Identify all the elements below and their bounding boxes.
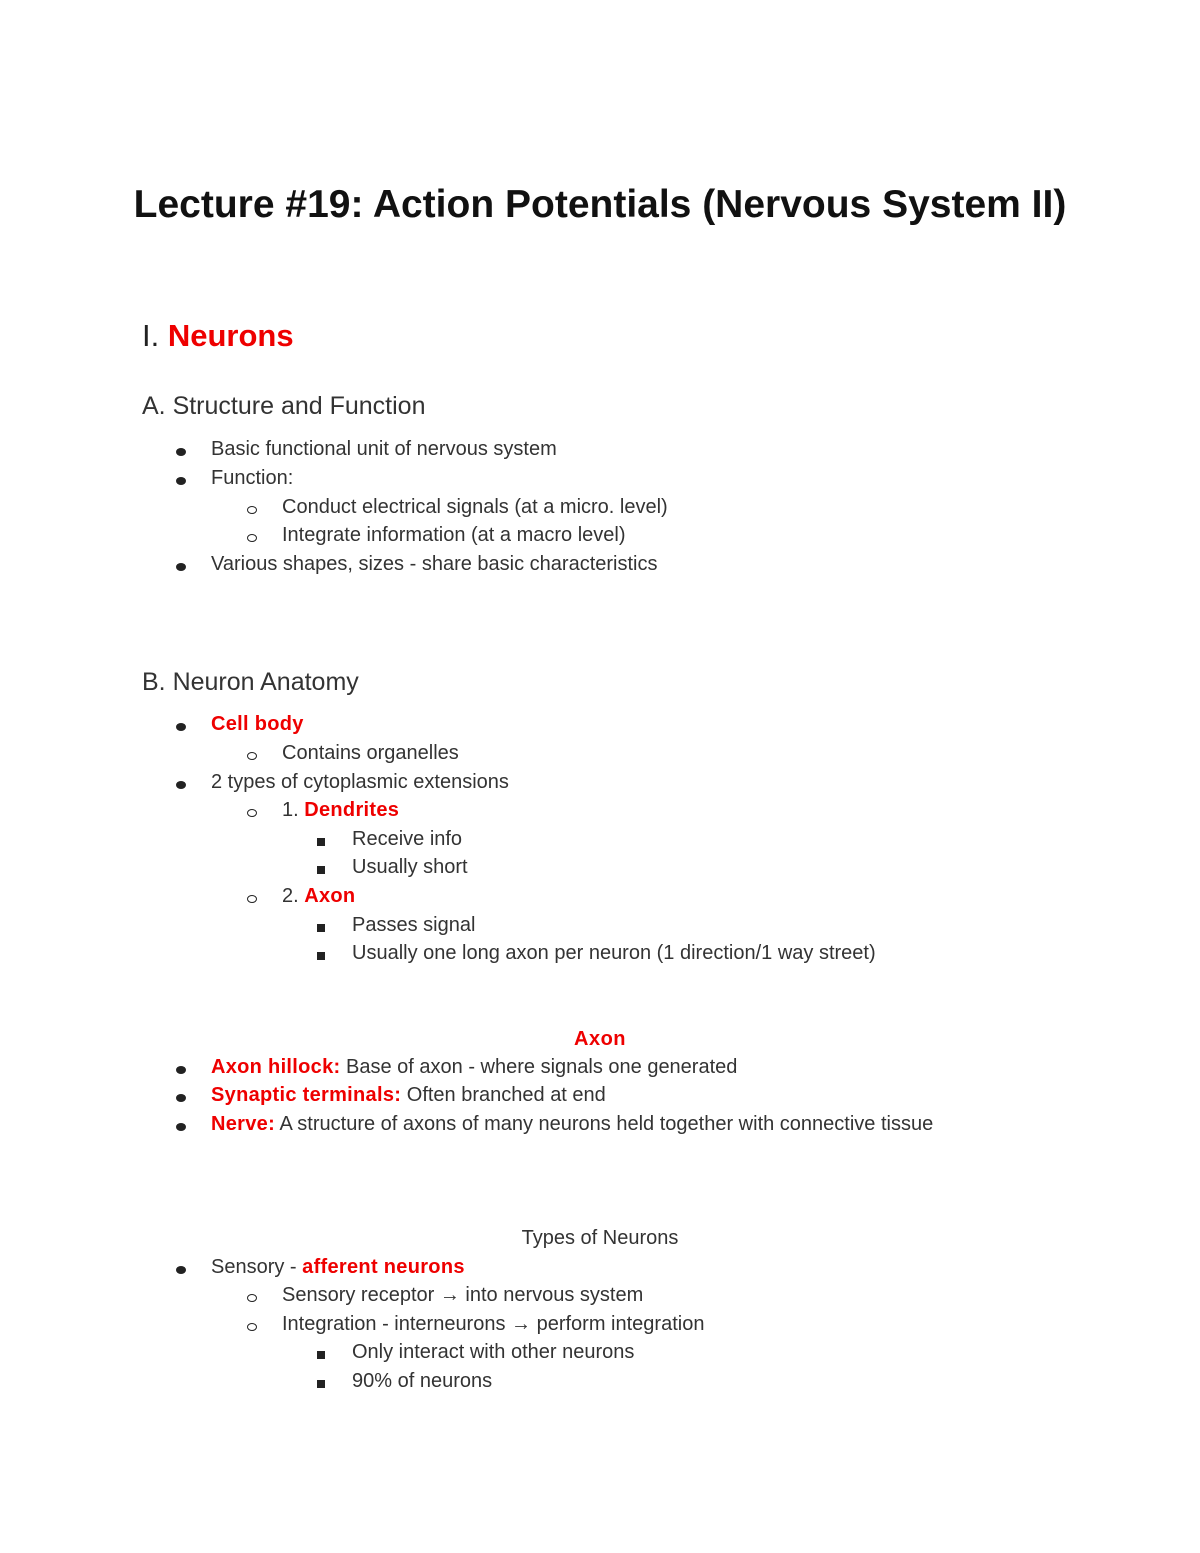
item-number: 2. [282,885,299,907]
term-synaptic-terminals: Synaptic terminals: [211,1084,402,1106]
list-item [211,1110,933,1138]
bullet-dot-icon [176,1082,186,1110]
list-item: Conduct electrical signals (at a micro. level) [282,496,668,518]
section-label: Neurons [167,318,294,353]
term-afferent-neurons: afferent neurons [302,1256,465,1278]
list-item: Usually short [352,856,468,878]
list-item [211,1253,465,1281]
list-item: Usually one long axon per neuron (1 direction/1 way street) [352,942,876,964]
list-item: Integration - interneurons → perform integration [282,1313,705,1335]
term-cell-body: Cell body [211,713,304,735]
bullet-circle-icon [247,522,257,550]
subheading-structure-function: A. Structure and Function [142,392,426,420]
list-item [211,1053,737,1081]
bullet-square-icon [317,1339,325,1367]
list-item [282,882,355,910]
item-number: 1. [282,799,299,821]
bullet-dot-icon [176,1254,186,1282]
definition-text: Often branched at end [401,1084,606,1106]
bullet-square-icon [317,854,325,882]
list-item: 90% of neurons [352,1370,493,1392]
list-item: Various shapes, sizes - share basic characteristics [211,553,658,575]
list-item: Sensory receptor → into nervous system [282,1284,644,1306]
subheading-neuron-anatomy: B. Neuron Anatomy [142,668,359,696]
list-item [211,710,304,738]
bullet-circle-icon [247,883,257,911]
bullet-circle-icon [247,797,257,825]
axon-heading: Axon [574,1028,626,1050]
list-item [282,796,399,824]
bullet-circle-icon [247,494,257,522]
term-axon: Axon [304,885,356,907]
bullet-dot-icon [176,1111,186,1139]
definition-text: A structure of axons of many neurons held together with connective tissue [275,1113,934,1135]
bullet-circle-icon [247,740,257,768]
list-item [211,1081,606,1109]
list-item: Basic functional unit of nervous system [211,438,557,460]
types-heading: Types of Neurons [521,1227,679,1249]
list-item: Only interact with other neurons [352,1341,635,1363]
term-nerve: Nerve: [211,1113,276,1135]
bullet-circle-icon [247,1282,257,1310]
list-item: Integrate information (at a macro level) [282,524,626,546]
list-item: Function: [211,467,294,489]
bullet-dot-icon [176,465,186,493]
list-item: Receive info [352,828,463,850]
bullet-dot-icon [176,1054,186,1082]
list-item: Contains organelles [282,742,459,764]
term-dendrites: Dendrites [304,799,400,821]
bullet-square-icon [317,912,325,940]
list-item: Passes signal [352,914,476,936]
section-heading-neurons [142,318,294,354]
page-title: Lecture #19: Action Potentials (Nervous System II) [133,183,1067,226]
definition-text: Base of axon - where signals one generated [340,1056,738,1078]
bullet-dot-icon [176,551,186,579]
bullet-circle-icon [247,1311,257,1339]
term-axon-hillock: Axon hillock: [211,1056,341,1078]
bullet-dot-icon [176,436,186,464]
bullet-dot-icon [176,769,186,797]
bullet-square-icon [317,826,325,854]
sensory-prefix: Sensory - [211,1256,303,1278]
bullet-square-icon [317,940,325,968]
bullet-square-icon [317,1368,325,1396]
section-number: I. [142,318,160,353]
list-item: 2 types of cytoplasmic extensions [211,771,509,793]
bullet-dot-icon [176,711,186,739]
